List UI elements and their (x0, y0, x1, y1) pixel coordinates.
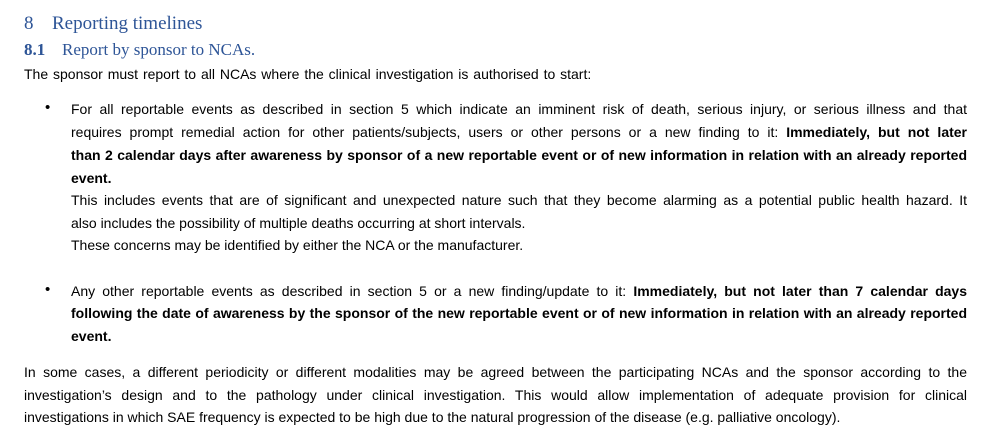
bullet1-line: This includes events that are of significant and unexpected nature such that they become alarming as a potential public health hazard. It (71, 192, 967, 208)
section-heading (24, 13, 202, 35)
bullet1-deadline-line: than 2 calendar days after awareness by sponsor of a new reportable event or of new information in relation with an already reported (71, 147, 967, 163)
bullet2-line (71, 283, 967, 299)
bullet1-line: These concerns may be identified by either the NCA or the manufacturer. (71, 237, 524, 253)
section-number: 8 (24, 13, 34, 34)
bullet1-deadline: Immediately, but not later (786, 124, 967, 140)
bullet1-line (71, 124, 967, 140)
closing-paragraph-line: investigation’s design and to the pathology under clinical investigation. This would allow implementation of adequate provision for clinical (24, 387, 967, 403)
bullet2-deadline-line: event. (71, 328, 112, 344)
bullet2-text: Any other reportable events as described in section 5 or a new finding/update to it: (71, 283, 634, 299)
subsection-number: 8.1 (24, 40, 46, 59)
bullet-marker: • (45, 99, 51, 116)
bullet1-deadline-line: event. (71, 170, 112, 186)
bullet-marker: • (45, 281, 51, 298)
closing-paragraph-line: investigations in which SAE frequency is expected to be high due to the natural progression of the disease (e.g. palliative oncology). (24, 409, 841, 425)
intro-paragraph: The sponsor must report to all NCAs where the clinical investigation is authorised to start: (24, 66, 592, 82)
bullet1-line: also includes the possibility of multiple deaths occurring at short intervals. (71, 215, 526, 231)
bullet1-line: For all reportable events as described in section 5 which indicate an imminent risk of death, serious injury, or serious illness and that (71, 101, 967, 117)
bullet2-deadline-line: following the date of awareness by the sponsor of the new reportable event or of new information in relation with an already reported (71, 305, 967, 321)
closing-paragraph-line: In some cases, a different periodicity or different modalities may be agreed between the participating NCAs and the sponsor according to the (24, 364, 967, 380)
bullet2-deadline: Immediately, but not later than 7 calendar days (633, 283, 967, 299)
subsection-heading (24, 40, 255, 60)
section-title: Reporting timelines (52, 13, 203, 34)
subsection-title: Report by sponsor to NCAs. (62, 40, 256, 59)
bullet1-text: requires prompt remedial action for other patients/subjects, users or other persons or a new finding to it: (71, 124, 787, 140)
